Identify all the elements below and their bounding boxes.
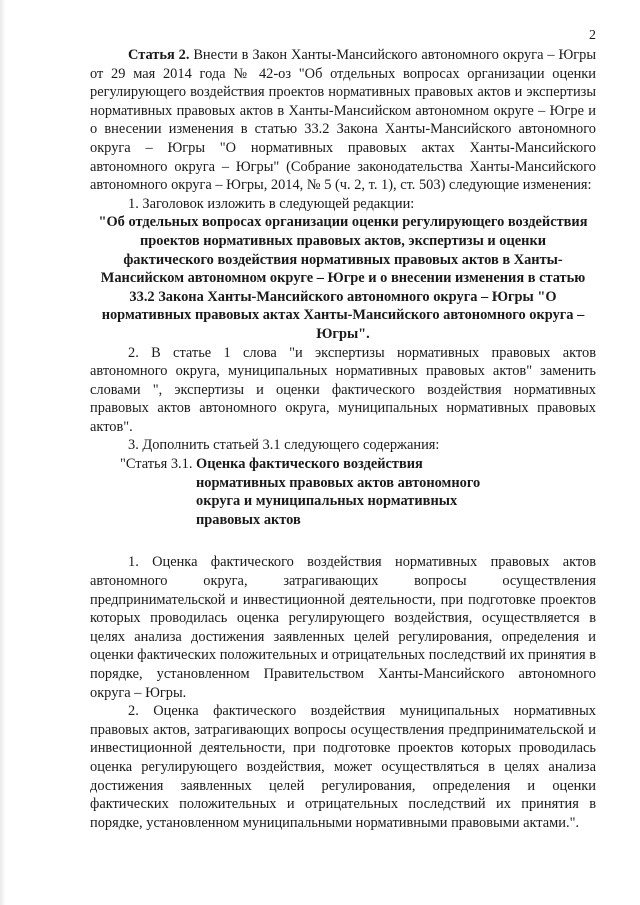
article-2-paragraph [90,46,596,195]
new-law-title: "Об отдельных вопросах организации оценки регулирующего воздействия проектов нормативных правовых актов, экспертизы и оценки фактического воздействия нормативных правовых актов в Ханты-Мансийском автономном округе – Югре и о внесении изменения в статью 33.2 Закона Ханты-Мансийского автономного округа – Югры "О нормативных правовых актах Ханты-Мансийского автономного округа – Югры". [98,214,588,342]
article-3-1-title: Оценка фактического воздействия нормативных правовых актов автономного округа и муниципальных нормативных правовых актов [196,456,481,528]
item-2: 2. В статье 1 слова "и экспертизы нормативных правовых актов автономного округа, муниципальных нормативных правовых актов" заменить словами ", экспертизы и оценки фактического воздействия нормативных правовых актов автономного округа, муниципальных нормативных правовых актов". [90,344,596,435]
spacer [90,529,596,553]
scan-edge-shadow [0,0,6,905]
article-2-text: Внести в Закон Ханты-Мансийского автономного округа – Югры от 29 мая 2014 года № 42-оз "Об отдельных вопросах организации оценки регулирующего воздействия проектов нормативных правовых актов и экспертизы нормативных правовых актов в Ханты-Мансийском автономном округе – Югре и о внесении изменения в статью 33.2 Закона Ханты-Мансийского автономного округа – Югры "О нормативных правовых актах Ханты-Мансийского автономного округа – Югры" (Собрание законодательства Ханты-Мансийского автономного округа – Югры, 2014, № 5 (ч. 2, т. 1), ст. 503) следующие изменения: [90,47,597,194]
article-3-1-part-2: 2. Оценка фактического воздействия муниципальных нормативных правовых актов, затрагивающих вопросы осуществления предпринимательской и инвестиционной деятельности, при подготовке проектов которых проводилась оценка регулирующего воздействия, может осуществляться в целях анализа достижения заявленных целей регулирования, определения и оценки фактических положительных и отрицательных последствий их принятия в порядке, установленном муниципальными нормативными правовыми актами.". [90,703,596,831]
article-3-1-heading [120,455,596,529]
article-3-1-label: "Статья 3.1. [120,456,197,473]
page-number: 2 [589,28,596,43]
article-3-1-part-1: 1. Оценка фактического воздействия нормативных правовых актов автономного округа, затрагивающих вопросы осуществления предпринимательской и инвестиционной деятельности, при подготовке проектов которых проводилась оценка регулирующего воздействия, осуществляется в целях анализа достижения заявленных целей регулирования, определения и оценки фактических положительных и отрицательных последствий их принятия в порядке, установленном Правительством Ханты-Мансийского автономного округа – Югры. [90,554,596,701]
article-2-label: Статья 2. [128,47,190,63]
item-3: 3. Дополнить статьей 3.1 следующего содержания: [128,437,440,454]
item-1: 1. Заголовок изложить в следующей редакции: [128,195,415,212]
document-body [90,46,596,832]
